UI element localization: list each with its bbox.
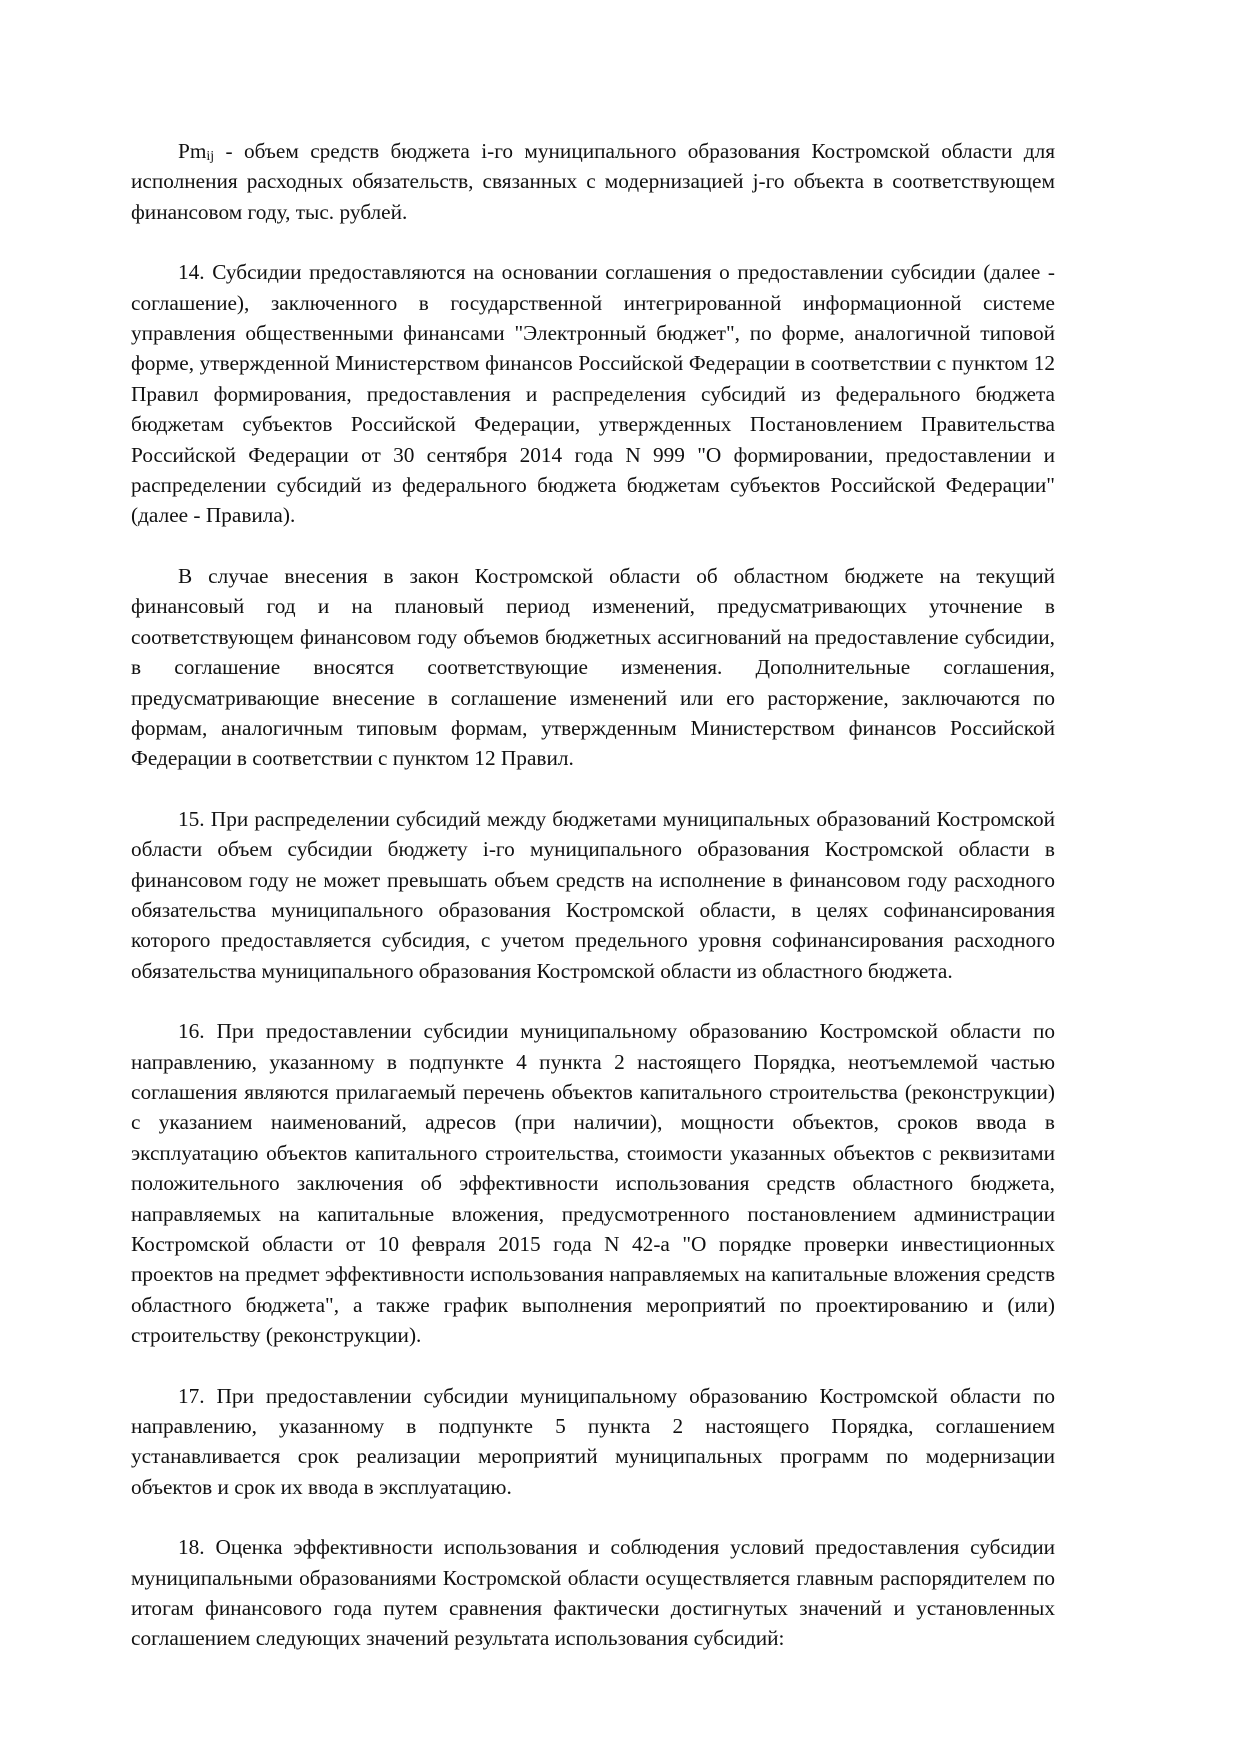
paragraph-16: 16. При предоставлении субсидии муниципальному образованию Костромской области по направлению, указанному в подпункте 4 пункта 2 настоящего Порядка, неотъемлемой частью соглашения являются прилагаемый перечень объектов капитального строительства (реконструкции) с указанием наименований, адресов (при наличии), мощности объектов, сроков ввода в эксплуатацию объектов капитального строительства, стоимости указанных объектов с реквизитами положительного заключения об эффективности использования средств областного бюджета, направляемых на капитальные вложения, предусмотренного постановлением администрации Костромской области от 10 февраля 2015 года N 42-а "О порядке проверки инвестиционных проектов на предмет эффективности использования направляемых на капитальные вложения средств областного бюджета", а также график выполнения мероприятий по проектированию и (или) строительству (реконструкции). [131,1019,1055,1348]
paragraph-14: 14. Субсидии предоставляются на основании соглашения о предоставлении субсидии (далее - соглашение), заключенного в государственной интегрированной информационной системе управления общественными финансами "Электронный бюджет", по форме, аналогичной типовой форме, утвержденной Министерством финансов Российской Федерации в соответствии с пунктом 12 Правил формирования, предоставления и распределения субсидий из федерального бюджета бюджетам субъектов Российской Федерации, утвержденных Постановлением Правительства Российской Федерации от 30 сентября 2014 года N 999 "О формировании, предоставлении и распределении субсидий из федерального бюджета бюджетам субъектов Российской Федерации" (далее - Правила). [131,260,1055,528]
variable-pm: Pm [178,139,207,163]
paragraph-18: 18. Оценка эффективности использования и соблюдения условий предоставления субсидии муниципальными образованиями Костромской области осуществляется главным распорядителем по итогам финансового года путем сравнения фактически достигнутых значений и установленных соглашением следующих значений результата использования субсидий: [131,1535,1055,1651]
variable-subscript: ij [206,149,215,164]
paragraph-14-amendments: В случае внесения в закон Костромской области об областном бюджете на текущий финансовый год и на плановый период изменений, предусматривающих уточнение в соответствующем финансовом году объемов бюджетных ассигнований на предоставление субсидии, в соглашение вносятся соответствующие изменения. Дополнительные соглашения, предусматривающие внесение в соглашение изменений или его расторжение, заключаются по формам, аналогичным типовым формам, утвержденным Министерством финансов Российской Федерации в соответствии с пунктом 12 Правил. [131,563,1055,771]
paragraph-15: 15. При распределении субсидий между бюджетами муниципальных образований Костромской области объем субсидии бюджету i-го муниципального образования Костромской области в финансовом году не может превышать объем средств на исполнение в финансовом году расходного обязательства муниципального образования Костромской области, в целях софинансирования которого предоставляется субсидия, с учетом предельного уровня софинансирования расходного обязательства муниципального образования Костромской области из областного бюджета. [131,806,1055,983]
paragraph-pm-definition [131,136,1055,227]
paragraph-text: - объем средств бюджета i-го муниципального образования Костромской области для исполнения расходных обязательств, связанных с модернизацией j-го объекта в соответствующем финансовом году, тыс. рублей. [131,139,1055,224]
paragraph-17: 17. При предоставлении субсидии муниципальному образованию Костромской области по направлению, указанному в подпункте 5 пункта 2 настоящего Порядка, соглашением устанавливается срок реализации мероприятий муниципальных программ по модернизации объектов и срок их ввода в эксплуатацию. [131,1383,1055,1499]
document-page [131,136,1055,1684]
